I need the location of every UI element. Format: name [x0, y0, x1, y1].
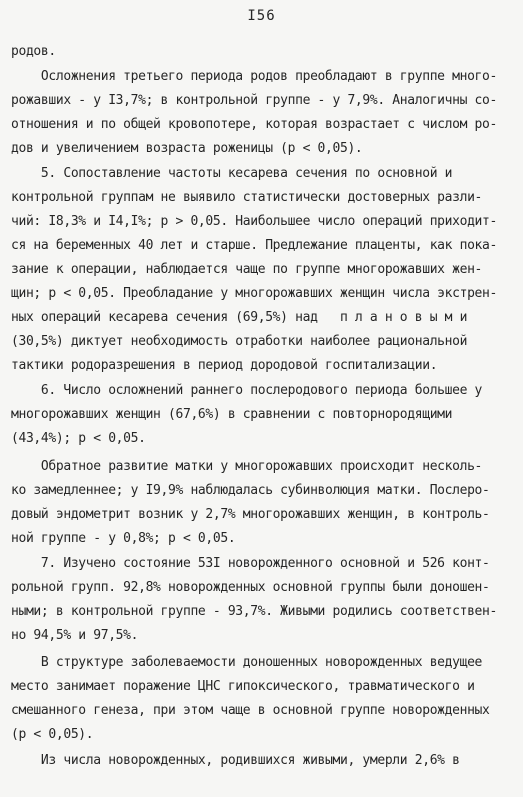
text-line: дов и увеличением возраста роженицы (р < 0,05). — [11, 141, 363, 156]
text-line: (30,5%) диктует необходимость отработки наиболее рациональной — [11, 334, 468, 349]
text-line: ся на беременных 40 лет и старше. Предлежание плаценты, как пока- — [11, 238, 497, 253]
text-line: место занимает поражение ЦНС гипоксического, травматического и — [11, 679, 475, 694]
text-line: многорожавших женщин (67,6%) в сравнении с повторнородящими — [11, 407, 453, 422]
text-line: В структуре заболеваемости доношенных новорожденных ведущее — [11, 655, 483, 670]
text-line: 7. Изучено состояние 53I новорожденного основной и 526 конт- — [11, 556, 490, 571]
text-line: ко замедленнее; у I9,9% наблюдалась субинволюция матки. Послеро- — [11, 483, 490, 498]
text-line: рожавших - у I3,7%; в контрольной группе - у 7,9%. Аналогичны со- — [11, 93, 497, 108]
text-line: ных операций кесарева сечения (69,5%) над п л а н о в ы м и — [11, 310, 468, 325]
text-line: Обратное развитие матки у многорожавших происходит несколь- — [11, 459, 483, 474]
text-line: тактики родоразрешения в период дородовой госпитализации. — [11, 358, 438, 373]
text-line: довый эндометрит возник у 2,7% многорожавших женщин, в контроль- — [11, 507, 490, 522]
text-line: но 94,5% и 97,5%. — [11, 628, 139, 643]
text-line: рольной групп. 92,8% новорожденных основной группы были доношен- — [11, 580, 490, 595]
text-line: смешанного генеза, при этом чаще в основной группе новорожденных — [11, 703, 490, 718]
text-line: ными; в контрольной группе - 93,7%. Живыми родились соответствен- — [11, 604, 497, 619]
text-line: (р < 0,05). — [11, 727, 94, 742]
text-line: контрольной группам не выявило статистически достоверных разли- — [11, 190, 483, 205]
text-line: чий: I8,3% и I4,I%; р > 0,05. Наибольшее число операций приходит- — [11, 214, 497, 229]
text-line: отношения и по общей кровопотере, которая возрастает с числом ро- — [11, 117, 497, 132]
text-line: щин; р < 0,05. Преобладание у многорожавших женщин числа экстрен- — [11, 286, 497, 301]
text-line: 6. Число осложнений раннего послеродового периода большее у — [11, 383, 483, 398]
text-line: 5. Сопоставление частоты кесарева сечения по основной и — [11, 166, 453, 181]
page-number: I56 — [247, 8, 276, 24]
text-line: Осложнения третьего периода родов преобладают в группе много- — [11, 69, 497, 84]
text-line: ной группе - у 0,8%; р < 0,05. — [11, 531, 236, 546]
text-line: (43,4%); р < 0,05. — [11, 431, 146, 446]
text-line: зание к операции, наблюдается чаще по группе многорожавших жен- — [11, 262, 483, 277]
text-line: родов. — [11, 44, 56, 59]
text-line: Из числа новорожденных, родившихся живыми, умерли 2,6% в — [11, 753, 460, 768]
